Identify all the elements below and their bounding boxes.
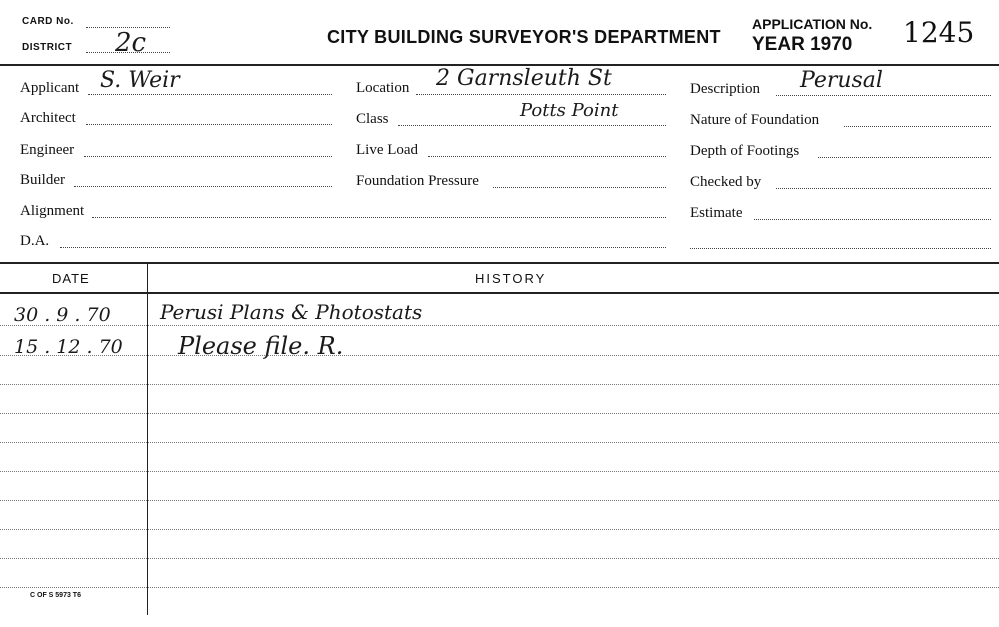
description-line — [776, 95, 991, 96]
history-rule — [0, 442, 999, 443]
location-value-suburb: Potts Point — [520, 100, 619, 121]
history-entry-date: 30 . 9 . 70 — [14, 304, 111, 326]
form-code: C OF S 5973 T6 — [30, 592, 81, 599]
builder-label: Builder — [20, 172, 65, 188]
description-value: Perusal — [800, 68, 883, 93]
live-load-line — [428, 156, 666, 157]
card-no-label: CARD No. — [22, 16, 74, 27]
department-title: CITY BUILDING SURVEYOR'S DEPARTMENT — [327, 27, 721, 47]
history-entry-text: Please file. R. — [178, 332, 344, 360]
history-header-border — [0, 292, 999, 294]
location-line — [416, 94, 666, 95]
applicant-value: S. Weir — [100, 68, 180, 93]
date-column-header: DATE — [52, 271, 90, 286]
da-line — [60, 247, 666, 248]
nature-of-foundation-line — [844, 126, 991, 127]
history-rule — [0, 325, 999, 326]
district-label: DISTRICT — [22, 42, 73, 53]
history-rule — [0, 355, 999, 356]
history-column-divider — [147, 264, 148, 615]
year-label: YEAR 1970 — [752, 34, 853, 55]
checked-by-line — [776, 188, 991, 189]
alignment-line — [92, 217, 666, 218]
location-label: Location — [356, 80, 410, 96]
architect-label: Architect — [20, 110, 76, 126]
history-rule — [0, 529, 999, 530]
history-entry-date: 15 . 12 . 70 — [14, 336, 123, 358]
estimate-label: Estimate — [690, 205, 743, 221]
depth-of-footings-label: Depth of Footings — [690, 143, 800, 159]
extra-line — [690, 248, 991, 249]
da-label: D.A. — [20, 233, 50, 249]
description-label: Description — [690, 81, 760, 97]
nature-of-foundation-label: Nature of Foundation — [690, 112, 820, 128]
engineer-line — [84, 156, 332, 157]
applicant-line — [88, 94, 332, 95]
architect-line — [86, 124, 332, 125]
estimate-line — [754, 219, 991, 220]
depth-of-footings-line — [818, 157, 991, 158]
history-rule — [0, 500, 999, 501]
builder-line — [74, 186, 332, 187]
history-rule — [0, 471, 999, 472]
application-number: 1245 — [903, 16, 975, 49]
history-rule — [0, 587, 999, 588]
application-no-label: APPLICATION No. — [752, 16, 873, 32]
alignment-label: Alignment — [20, 203, 85, 219]
history-rule — [0, 558, 999, 559]
checked-by-label: Checked by — [690, 174, 762, 190]
foundation-pressure-label: Foundation Pressure — [356, 173, 479, 189]
history-column-header: HISTORY — [475, 271, 547, 286]
history-rule — [0, 413, 999, 414]
class-label: Class — [356, 111, 389, 127]
history-top-border — [0, 262, 999, 264]
live-load-label: Live Load — [356, 142, 419, 158]
history-entry-text: Perusi Plans & Photostats — [160, 300, 423, 324]
applicant-label: Applicant — [20, 80, 80, 96]
location-value: 2 Garnsleuth St — [436, 66, 612, 91]
class-line — [398, 125, 666, 126]
engineer-label: Engineer — [20, 142, 75, 158]
district-value: 2c — [115, 28, 147, 58]
foundation-pressure-line — [493, 187, 666, 188]
history-rule — [0, 384, 999, 385]
